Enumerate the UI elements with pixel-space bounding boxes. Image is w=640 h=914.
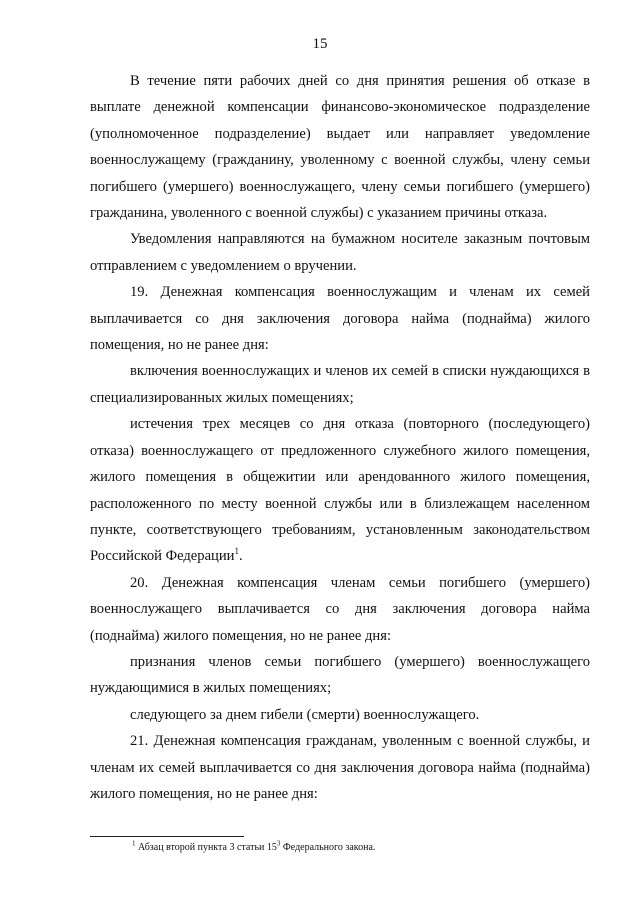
footnote <box>132 841 572 855</box>
footnote-text-before: Абзац второй пункта 3 статьи 15 <box>138 842 277 853</box>
paragraph-refusal-notice: В течение пяти рабочих дней со дня принятия решения об отказе в выплате денежной компенсации финансово-экономическое подразделение (уполномоченное подразделение) выдает или направляет уведомление военнослужащему (гражданину, уволенному с военной службы, члену семьи погибшего (умершего) военнослужащего, члену семьи погибшего (умершего) гражданина, уволенного с военной службы) с указанием причины отказа. <box>90 73 590 222</box>
paragraph-clause-19-item-1: включения военнослужащих и членов их семей в списки нуждающихся в специализированных жилых помещениях; <box>90 363 590 406</box>
paragraph-clause-20-item-2: следующего за днем гибели (смерти) военнослужащего. <box>130 706 480 723</box>
paragraph-clause-20-item-1: признания членов семьи погибшего (умершего) военнослужащего нуждающимися в жилых помещениях; <box>90 653 590 697</box>
paragraph-clause-20: 20. Денежная компенсация членам семьи погибшего (умершего) военнослужащего выплачивается со дня заключения договора найма (поднайма) жилого помещения, но не ранее дня: <box>90 574 590 644</box>
document-body <box>90 68 590 807</box>
footnote-marker: 1 <box>132 839 136 848</box>
footnote-text-after: Федерального закона. <box>280 842 376 853</box>
page-number: 15 <box>312 36 328 52</box>
paragraph-clause-19-item-2: истечения трех месяцев со дня отказа (повторного (последующего) отказа) военнослужащего от предложенного служебного жилого помещения, жилого помещения в общежитии или арендованного жилого помещения, расположенного по месту военной службы или в близлежащем населенном пункте, соответствующего требованиям, установленным законодательством Российской Федерации$^1$. <box>90 416 590 565</box>
paragraph-notice-delivery: Уведомления направляются на бумажном носителе заказным почтовым отправлением с уведомлением о вручении. <box>90 231 590 274</box>
paragraph-clause-21: 21. Денежная компенсация гражданам, уволенным с военной службы, и членам их семей выплачивается со дня заключения договора найма (поднайма) жилого помещения, но не ранее дня: <box>90 733 590 802</box>
paragraph-clause-19: 19. Денежная компенсация военнослужащим и членам их семей выплачивается со дня заключения договора найма (поднайма) жилого помещения, но не ранее дня: <box>90 284 590 354</box>
clause-19-item-2-text: истечения трех месяцев со дня отказа (повторного (последующего) отказа) военнослужащего от предложенного служебного жилого помещения, жилого помещения в общежитии или арендованного жилого помещения, расположенного по месту военной службы или в близлежащем населенном пункте, соответствующего требованиям, установленным законодательством Российской Федерации <box>90 416 590 565</box>
footnote-superscript: 3 <box>276 839 281 848</box>
footnote-divider <box>90 836 244 837</box>
footnote-reference: 1 <box>234 546 239 557</box>
